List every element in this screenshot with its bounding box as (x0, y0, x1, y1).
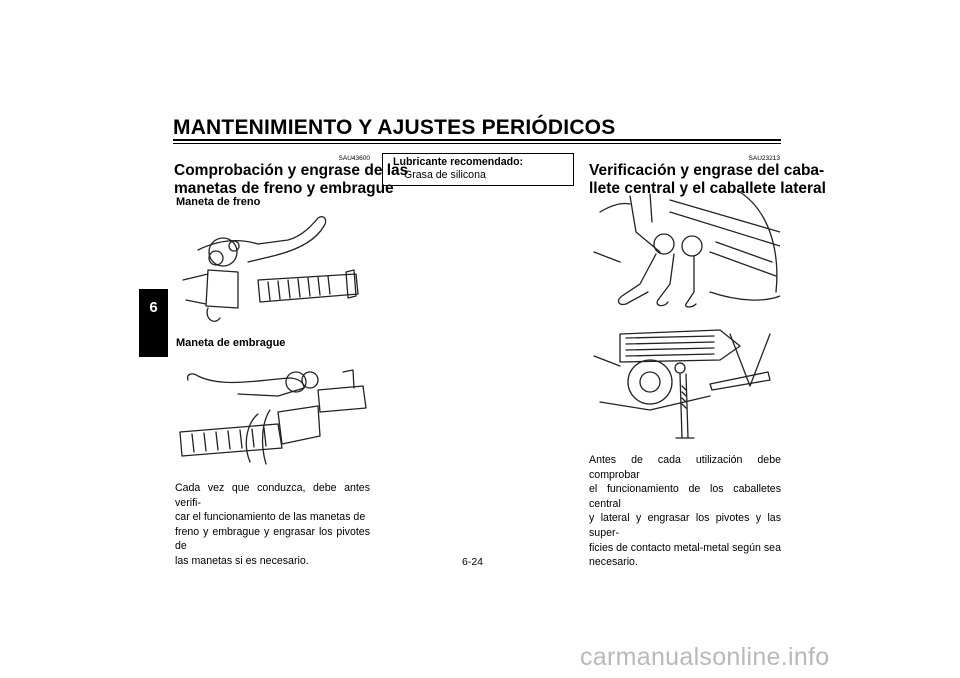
paragraph-line: el funcionamiento de los caballetes central (589, 483, 781, 510)
brake-lever-illustration (178, 210, 374, 330)
page-header-title: MANTENIMIENTO Y AJUSTES PERIÓDICOS (173, 116, 616, 139)
paragraph-line: Antes de cada utilización debe comprobar (589, 454, 781, 481)
lubricant-box (382, 153, 574, 186)
section-title-line: manetas de freno y embrague (174, 180, 394, 197)
paragraph-line: ficies de contacto metal-metal según sea (589, 541, 781, 554)
lubricant-value: Grasa de silicona (404, 169, 486, 181)
stand-paragraph (589, 453, 781, 570)
brake-lever-label: Maneta de freno (176, 196, 261, 208)
paragraph-line: car el funcionamiento de las manetas de (175, 511, 366, 524)
brake-clutch-paragraph (175, 481, 370, 569)
header-rule (173, 139, 781, 141)
paragraph-line: freno y embrague y engrasar los pivotes de (175, 525, 370, 553)
section-code: SAU43600 (338, 155, 370, 162)
paragraph-line: necesario. (589, 556, 638, 569)
page-number: 6-24 (462, 556, 484, 568)
section-code: SAU23213 (748, 155, 780, 162)
side-stand-illustration (590, 326, 780, 444)
clutch-lever-illustration (178, 352, 374, 472)
section-title-line: llete central y el caballete lateral (589, 180, 826, 197)
clutch-lever-label: Maneta de embrague (176, 337, 286, 349)
section-title (174, 162, 408, 198)
header-rule-thin (173, 143, 781, 144)
watermark: carmanualsonline.info (580, 643, 830, 671)
section-title-line: Comprobación y engrase de las (174, 162, 409, 179)
paragraph-line: Cada vez que conduzca, debe antes verifi- (175, 482, 370, 509)
paragraph-line: las manetas si es necesario. (175, 554, 309, 567)
section-title-line: Verificación y engrase del caba- (589, 162, 825, 179)
lubricant-title: Lubricante recomendado: (393, 156, 524, 168)
center-stand-illustration (590, 192, 780, 310)
chapter-tab: 6 (139, 289, 168, 357)
paragraph-line: y lateral y engrasar los pivotes y las super- (589, 512, 781, 539)
